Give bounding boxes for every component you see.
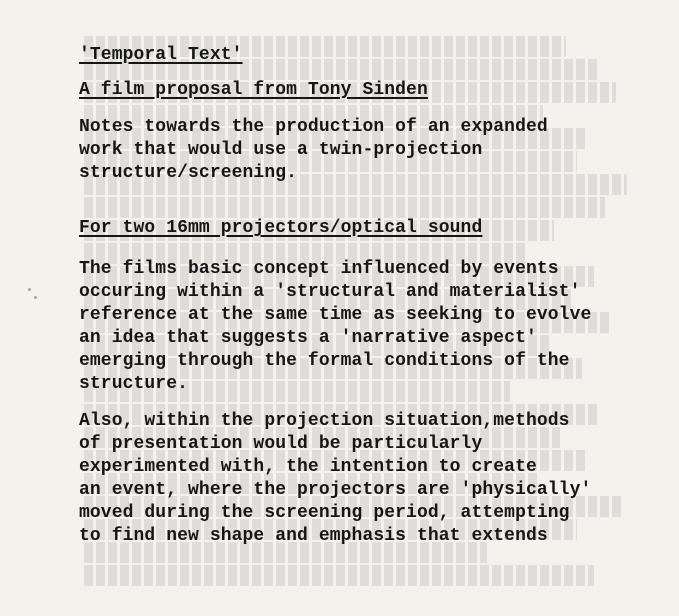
paper-speck [34,296,37,299]
document-subtitle: A film proposal from Tony Sinden [79,80,428,100]
typed-text-body [79,44,659,562]
concept-paragraph: The films basic concept influenced by events occuring within a 'structural and materialist' reference at the same time as seeking to evolve an idea that suggests a 'narrative aspect' emerging through the formal conditions of the structure. [79,259,592,394]
paper-speck [28,288,31,291]
document-title: 'Temporal Text' [79,45,243,65]
projection-paragraph: Also, within the projection situation,methods of presentation would be particularly experimented with, the intention to create an event, where the projectors are 'physically' moved during the screening period, attempting to find new shape and emphasis that extends [79,411,592,546]
intro-paragraph: Notes towards the production of an expanded work that would use a twin-projection structure/screening. [79,117,548,183]
format-heading: For two 16mm projectors/optical sound [79,218,483,238]
